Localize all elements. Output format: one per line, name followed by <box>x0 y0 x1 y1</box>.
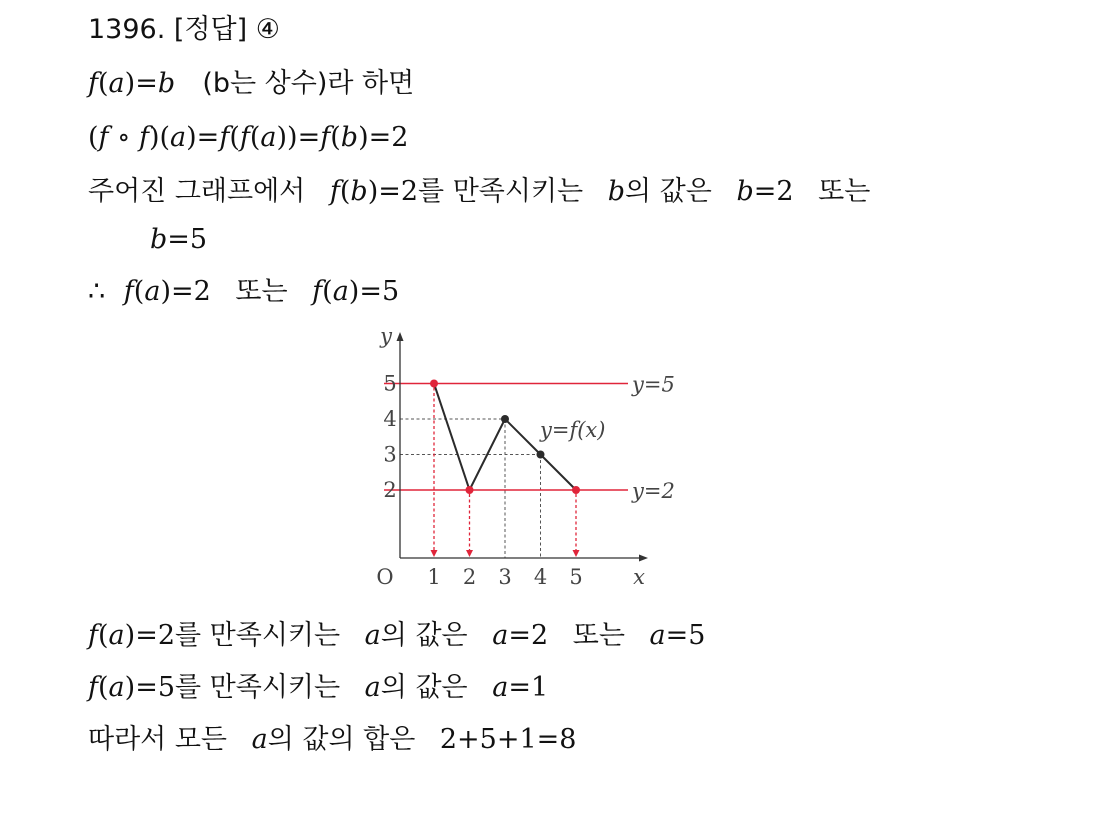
math-b-eq-5: b=5 <box>150 224 208 255</box>
line-fa-eq-2 <box>88 618 705 654</box>
y-axis-arrowhead <box>397 332 404 341</box>
x-tick-2: 2 <box>462 565 477 589</box>
label-y-eq-2: y=2 <box>632 479 675 503</box>
math-fa-eq-5: f(a)=5 <box>312 276 400 307</box>
line-fa-eq-5 <box>88 670 548 706</box>
point-2 <box>466 486 474 494</box>
math-a: a <box>364 620 381 651</box>
fa2-or: 또는 <box>572 620 625 651</box>
math-a-eq-5: a=5 <box>649 620 706 651</box>
x-tick-4: 4 <box>533 565 548 589</box>
problem-number: 1396. <box>88 14 166 45</box>
math-b-eq-2: b=2 <box>736 176 794 207</box>
math-fa-eq-b: f(a)=b <box>88 68 176 99</box>
graph-reading-mid2: 의 값은 <box>625 176 712 207</box>
y-tick-4: 4 <box>383 407 397 431</box>
fa5-mid2: 의 값은 <box>380 672 468 703</box>
point-4 <box>537 451 545 459</box>
math-fb-eq-2: f(b)=2 <box>329 176 419 207</box>
y-axis-label: y <box>380 324 392 348</box>
graph-labels <box>376 324 674 589</box>
math-a-2: a <box>364 672 381 703</box>
math-b: b <box>607 176 625 207</box>
graph-reading-prefix: 주어진 그래프에서 <box>88 176 306 207</box>
therefore-or: 또는 <box>235 276 288 307</box>
y-tick-2: 2 <box>383 478 397 502</box>
x-axis-label: x <box>633 565 645 589</box>
fa5-mid: 를 만족시키는 <box>175 672 341 703</box>
constant-note: (b는 상수)라 하면 <box>202 68 415 99</box>
x-tick-3: 3 <box>498 565 512 589</box>
curve-label: y=f(x) <box>540 418 606 442</box>
math-fa-eq-2-b: f(a)=2 <box>88 620 175 651</box>
graph-reading-mid: 를 만족시키는 <box>418 176 584 207</box>
math-composition: (f ∘ f)(a)=f(f(a))=f(b)=2 <box>88 122 409 153</box>
sum-mid: 의 값의 합은 <box>267 724 416 755</box>
math-fa-eq-5-b: f(a)=5 <box>88 672 175 703</box>
sum-prefix: 따라서 모든 <box>88 724 227 755</box>
therefore-symbol: ∴ <box>88 276 106 307</box>
y-tick-5: 5 <box>383 371 397 396</box>
point-3 <box>501 415 509 423</box>
math-a-eq-1: a=1 <box>492 672 549 703</box>
origin-label: O <box>376 565 394 589</box>
x-axis-arrowhead <box>639 555 648 562</box>
sum-expression: 2+5+1=8 <box>439 724 577 755</box>
answer-value: ④ <box>255 14 280 45</box>
fa2-mid2: 의 값은 <box>380 620 468 651</box>
x-tick-1: 1 <box>427 565 441 589</box>
red-arrowhead-1 <box>431 550 438 557</box>
y-tick-3: 3 <box>383 442 397 467</box>
answer-label: [정답] <box>173 14 248 45</box>
graph-reading-or: 또는 <box>818 176 871 207</box>
point-5 <box>572 486 580 494</box>
red-arrowhead-2 <box>466 550 473 557</box>
label-y-eq-5: y=5 <box>632 372 675 397</box>
math-fa-eq-2: f(a)=2 <box>123 276 211 307</box>
red-arrowhead-5 <box>573 550 580 557</box>
point-1 <box>430 380 438 388</box>
line-sum <box>88 722 576 758</box>
x-tick-5: 5 <box>569 565 583 589</box>
math-a-eq-2: a=2 <box>492 620 549 651</box>
math-a-3: a <box>251 724 268 755</box>
fa2-mid: 를 만족시키는 <box>175 620 341 651</box>
